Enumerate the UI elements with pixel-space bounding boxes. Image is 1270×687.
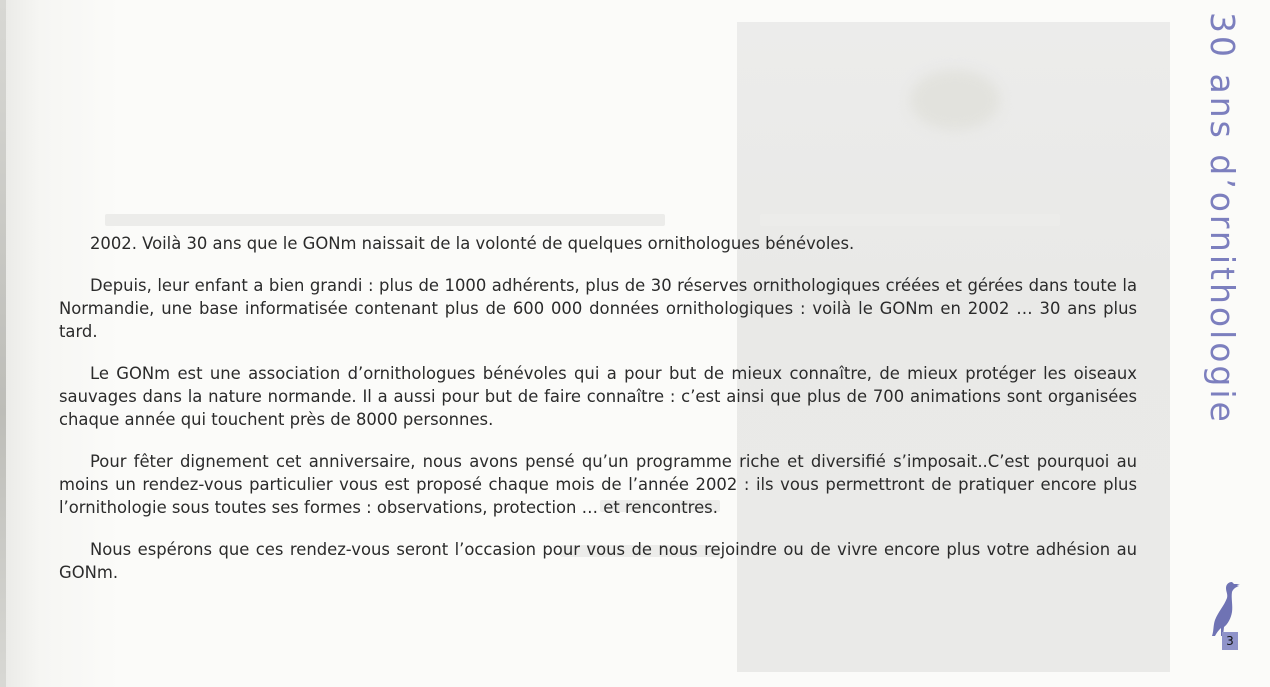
faded-photo-detail <box>910 70 1000 130</box>
page-number: 3 <box>1222 632 1238 650</box>
bleed-through-line <box>105 214 665 226</box>
article-body <box>59 232 1137 603</box>
bird-icon <box>1206 578 1246 640</box>
paragraph-intro: 2002. Voilà 30 ans que le GONm naissait de la volonté de quelques ornithologues bénévoles. <box>90 234 855 253</box>
page-binding-edge <box>0 0 6 687</box>
vertical-section-title: 30 ans d’ornithologie <box>1203 12 1242 425</box>
paragraph-closing: Nous espérons que ces rendez-vous seront l’occasion pour vous de nous rejoindre ou de vivre encore plus votre adhésion au GONm. <box>59 540 1137 582</box>
paragraph-growth: Depuis, leur enfant a bien grandi : plus de 1000 adhérents, plus de 30 réserves ornithologiques créées et gérées dans toute la Normandie, une base informatisée contenant plus de 600 000 données ornithologiques : voilà le GONm en 2002 … 30 ans plus tard. <box>59 276 1137 341</box>
paragraph-anniversary: Pour fêter dignement cet anniversaire, nous avons pensé qu’un programme riche et diversifié s’imposait..C’est pourquoi au moins un rendez-vous particulier vous est proposé chaque mois de l’année 2002 : ils vous permettront de pratiquer encore plus l’ornithologie sous toutes ses formes : observations, protection … et rencontres. <box>59 452 1137 517</box>
paragraph-association: Le GONm est une association d’ornithologues bénévoles qui a pour but de mieux connaître, de mieux protéger les oiseaux sauvages dans la nature normande. Il a aussi pour but de faire connaître : c’est ainsi que plus de 700 animations sont organisées chaque année qui touchent près de 8000 personnes. <box>59 364 1137 429</box>
bleed-through-line <box>760 214 1060 226</box>
